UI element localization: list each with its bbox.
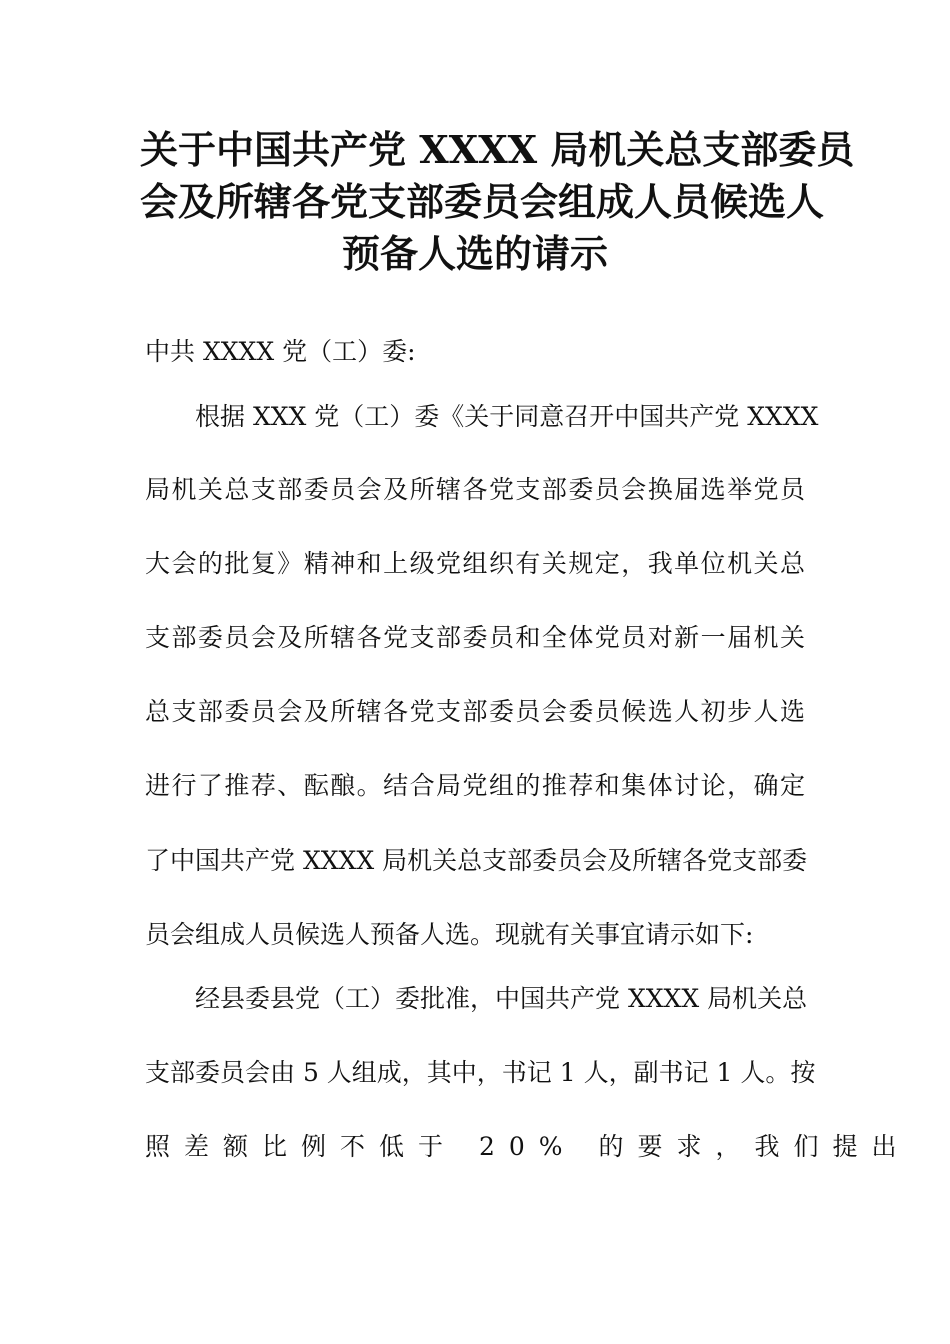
title-line: 关于中国共产党 XXXX 局机关总支部委员 [140, 127, 855, 172]
title-line: 会及所辖各党支部委员会组成人员候选人 [140, 179, 825, 224]
paragraph-1-line: 了中国共产党 XXXX 局机关总支部委员会及所辖各党支部委 [145, 846, 808, 875]
paragraph-1-line: 进行了推荐、酝酿。结合局党组的推荐和集体讨论，确定 [145, 771, 805, 800]
paragraph-1-line: 员会组成人员候选人预备人选。现就有关事宜请示如下: [145, 920, 754, 949]
paragraph-1-line: 局机关总支部委员会及所辖各党支部委员会换届选举党员 [145, 475, 805, 504]
salutation: 中共 XXXX 党（工）委: [145, 337, 416, 366]
paragraph-2-line: 支部委员会由 5 人组成，其中，书记 1 人，副书记 1 人。按 [145, 1058, 816, 1087]
paragraph-1-line: 根据 XXX 党（工）委《关于同意召开中国共产党 XXXX [195, 402, 819, 431]
paragraph-1-line: 大会的批复》精神和上级党组织有关规定，我单位机关总 [145, 549, 805, 578]
title-line: 预备人选的请示 [341, 231, 608, 276]
paragraph-2-line: 照差额比例不低于 20% 的要求，我们提出 [145, 1132, 911, 1161]
paragraph-1-line: 总支部委员会及所辖各党支部委员会委员候选人初步人选 [145, 697, 805, 726]
paragraph-2-line: 经县委县党（工）委批准，中国共产党 XXXX 局机关总 [195, 984, 808, 1013]
paragraph-1-line: 支部委员会及所辖各党支部委员和全体党员对新一届机关 [145, 623, 805, 652]
document-title [140, 124, 855, 280]
